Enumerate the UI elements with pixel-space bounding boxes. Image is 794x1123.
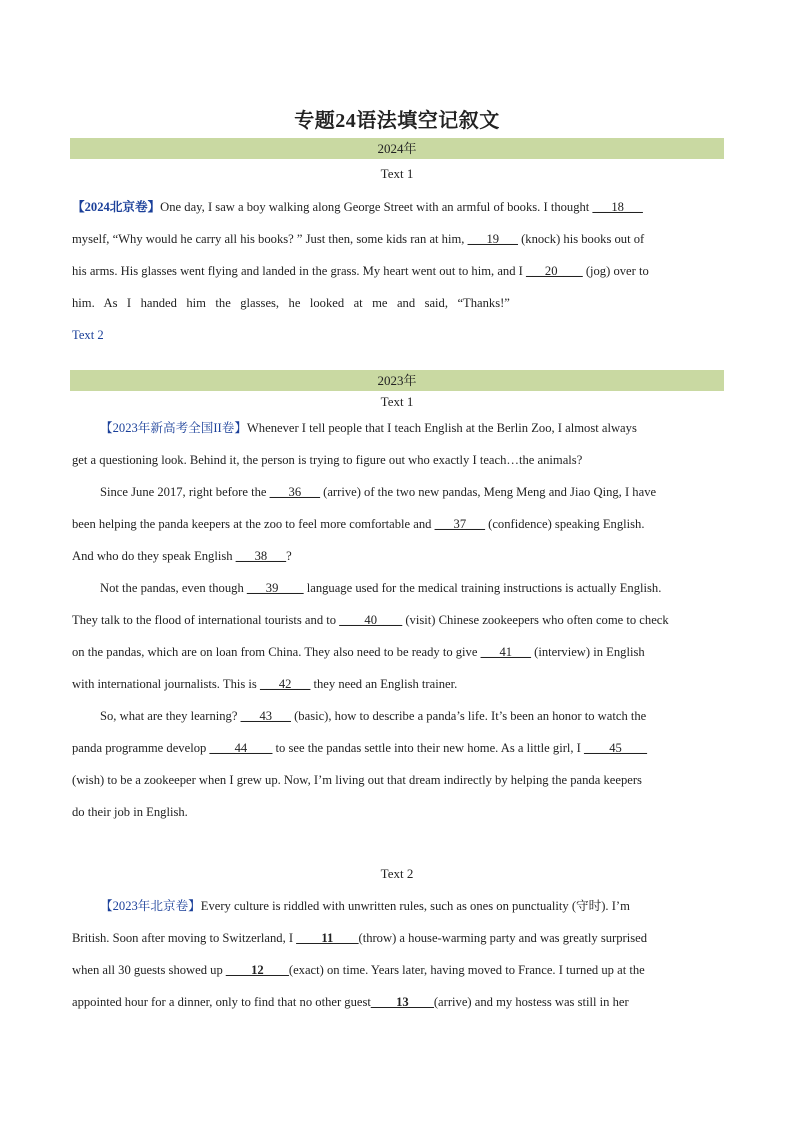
text2-label-2023: Text 2: [380, 866, 414, 881]
text: when all 30 guests showed up: [72, 963, 226, 977]
line: [72, 700, 722, 732]
text: panda programme develop: [72, 741, 210, 755]
text: with international journalists. This is: [72, 677, 260, 691]
text: (arrive) and my hostess was still in her: [433, 995, 629, 1009]
source-tag: 【2023年新高考全国II卷】: [100, 421, 247, 435]
text: (knock) his books out of: [517, 232, 645, 246]
text: ?: [286, 549, 292, 563]
passage-2024-text1: [72, 191, 722, 351]
text: (exact) on time. Years later, having moved to France. I turned up at the: [288, 963, 645, 977]
blank-37[interactable]: ___37___: [434, 517, 485, 531]
text: language used for the medical training instructions is actually English.: [303, 581, 662, 595]
section-band-2023: 2023年: [70, 370, 724, 391]
line: [72, 986, 722, 1018]
line: [72, 572, 722, 604]
text: And who do they speak English: [72, 549, 236, 563]
section-band-2024: 2024年: [70, 138, 724, 159]
page-title: 专题24语法填空记叙文: [294, 110, 500, 132]
line: [72, 540, 722, 572]
blank-41[interactable]: ___41___: [480, 645, 531, 659]
text: British. Soon after moving to Switzerland, I: [72, 931, 297, 945]
blank-13[interactable]: ____13____: [370, 995, 434, 1009]
line: [72, 604, 722, 636]
line: [72, 954, 722, 986]
passage-2023-text1: [72, 412, 722, 828]
text2-label-2024: Text 2: [72, 328, 104, 342]
blank-39[interactable]: ___39____: [246, 581, 304, 595]
blank-20[interactable]: ___20____: [526, 264, 583, 278]
line: [72, 636, 722, 668]
blank-12[interactable]: ____12____: [225, 963, 289, 977]
line: do their job in English.: [72, 805, 188, 819]
text: (arrive) of the two new pandas, Meng Meng and Jiao Qing, I have: [320, 485, 657, 499]
blank-19[interactable]: ___19___: [467, 232, 518, 246]
blank-18[interactable]: ___18___: [592, 200, 643, 214]
text: Every culture is riddled with unwritten rules, such as ones on punctuality (守时). I’m: [200, 899, 630, 913]
line: [72, 922, 722, 954]
line: [72, 255, 722, 287]
blank-44[interactable]: ____44____: [209, 741, 273, 755]
text: They talk to the flood of international tourists and to: [72, 613, 340, 627]
passage-2023-text2: [72, 890, 722, 1018]
text: (throw) a house-warming party and was greatly surprised: [358, 931, 648, 945]
text: One day, I saw a boy walking along George Street with an armful of books. I thought: [160, 200, 593, 214]
line: get a questioning look. Behind it, the person is trying to figure out who exactly I teach…the animals?: [72, 453, 583, 467]
text: his arms. His glasses went flying and landed in the grass. My heart went out to him, and I: [72, 264, 526, 278]
line: [72, 412, 722, 444]
line: him. As I handed him the glasses, he looked at me and said, “Thanks!”: [72, 296, 510, 310]
blank-38[interactable]: ___38___: [235, 549, 287, 563]
line: [72, 668, 722, 700]
blank-36[interactable]: ___36___: [269, 485, 320, 499]
text1-label-2024: Text 1: [380, 166, 414, 181]
text: to see the pandas settle into their new home. As a little girl, I: [272, 741, 585, 755]
text: (confidence) speaking English.: [485, 517, 645, 531]
line: [72, 890, 722, 922]
line: (wish) to be a zookeeper when I grew up. Now, I’m living out that dream indirectly by helping the panda keepers: [72, 773, 642, 787]
text: myself, “Why would he carry all his books? ” Just then, some kids ran at him,: [72, 232, 468, 246]
blank-42[interactable]: ___42___: [259, 677, 311, 691]
blank-11[interactable]: ____11____: [296, 931, 359, 945]
blank-43[interactable]: ___43___: [240, 709, 291, 723]
text: they need an English trainer.: [310, 677, 458, 691]
line: [72, 732, 722, 764]
text: on the pandas, which are on loan from China. They also need to be ready to give: [72, 645, 481, 659]
text: Whenever I tell people that I teach English at the Berlin Zoo, I almost always: [246, 421, 637, 435]
blank-40[interactable]: ____40____: [339, 613, 403, 627]
line: [72, 508, 722, 540]
source-tag: 【2024北京卷】: [72, 200, 161, 214]
text: (interview) in English: [530, 645, 645, 659]
blank-45[interactable]: ____45____: [584, 741, 647, 755]
text: appointed hour for a dinner, only to find that no other guest: [72, 995, 371, 1009]
text: Since June 2017, right before the: [100, 485, 270, 499]
text: been helping the panda keepers at the zoo to feel more comfortable and: [72, 517, 435, 531]
text: (basic), how to describe a panda’s life. It’s been an honor to watch the: [290, 709, 647, 723]
text: So, what are they learning?: [100, 709, 241, 723]
line: [72, 223, 722, 255]
text: Not the pandas, even though: [100, 581, 247, 595]
line: [72, 191, 722, 223]
text: (visit) Chinese zookeepers who often come to check: [402, 613, 669, 627]
text1-label-2023: Text 1: [380, 394, 414, 409]
text: (jog) over to: [582, 264, 649, 278]
line: [72, 476, 722, 508]
source-tag: 【2023年北京卷】: [100, 899, 201, 913]
